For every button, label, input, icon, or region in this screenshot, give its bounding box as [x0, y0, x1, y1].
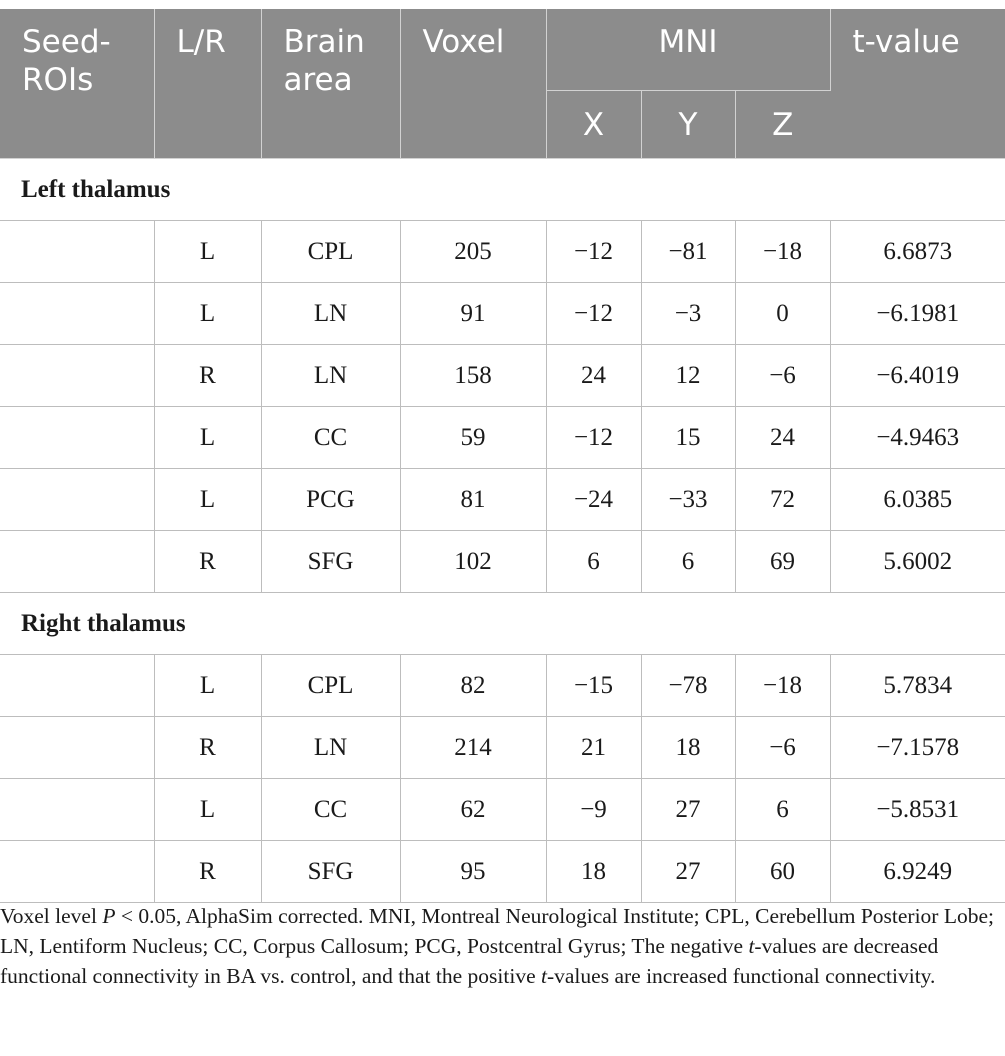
cell-y: −81: [641, 221, 735, 283]
cell-brain-area: SFG: [261, 841, 400, 903]
cell-x: 18: [546, 841, 641, 903]
cell-brain-area: LN: [261, 345, 400, 407]
table-row: [0, 717, 1005, 779]
table-row: [0, 531, 1005, 593]
cell-z: −18: [735, 655, 830, 717]
header-mni: MNI: [546, 9, 830, 91]
cell-t-value: 5.6002: [830, 531, 1005, 593]
cell-x: −12: [546, 283, 641, 345]
cell-x: −15: [546, 655, 641, 717]
cell-seed: [0, 469, 154, 531]
cell-seed: [0, 531, 154, 593]
cell-y: 27: [641, 779, 735, 841]
results-table: [0, 9, 1005, 903]
cell-brain-area: CPL: [261, 655, 400, 717]
table-row: [0, 407, 1005, 469]
cell-z: 0: [735, 283, 830, 345]
cell-t-value: −6.4019: [830, 345, 1005, 407]
cell-z: 6: [735, 779, 830, 841]
table-row: [0, 779, 1005, 841]
cell-voxel: 205: [400, 221, 546, 283]
cell-voxel: 158: [400, 345, 546, 407]
cell-y: 6: [641, 531, 735, 593]
cell-x: 24: [546, 345, 641, 407]
cell-t-value: 6.6873: [830, 221, 1005, 283]
cell-brain-area: CC: [261, 779, 400, 841]
cell-seed: [0, 841, 154, 903]
cell-seed: [0, 717, 154, 779]
cell-lr: L: [154, 655, 261, 717]
header-seed-rois: Seed-ROIs: [0, 9, 154, 159]
cell-t-value: 5.7834: [830, 655, 1005, 717]
group-row: [0, 159, 1005, 221]
header-y: Y: [641, 91, 735, 159]
header-lr: L/R: [154, 9, 261, 159]
table-footnote: [0, 901, 1005, 991]
cell-brain-area: PCG: [261, 469, 400, 531]
cell-lr: L: [154, 221, 261, 283]
footnote-text-4: -values are increased functional connectivity.: [546, 964, 936, 988]
footnote-t-symbol: t: [541, 964, 547, 988]
cell-t-value: −6.1981: [830, 283, 1005, 345]
cell-z: 72: [735, 469, 830, 531]
cell-y: 18: [641, 717, 735, 779]
table-row: [0, 841, 1005, 903]
cell-x: 21: [546, 717, 641, 779]
cell-voxel: 62: [400, 779, 546, 841]
group-label: Right thalamus: [0, 593, 1005, 655]
group-label: Left thalamus: [0, 159, 1005, 221]
cell-brain-area: CPL: [261, 221, 400, 283]
cell-lr: R: [154, 841, 261, 903]
cell-lr: L: [154, 779, 261, 841]
cell-t-value: 6.9249: [830, 841, 1005, 903]
cell-lr: L: [154, 469, 261, 531]
cell-seed: [0, 345, 154, 407]
cell-z: −6: [735, 345, 830, 407]
cell-voxel: 81: [400, 469, 546, 531]
cell-brain-area: CC: [261, 407, 400, 469]
cell-z: −6: [735, 717, 830, 779]
cell-y: 27: [641, 841, 735, 903]
cell-voxel: 102: [400, 531, 546, 593]
footnote-text-1: Voxel level: [0, 904, 103, 928]
table-row: [0, 655, 1005, 717]
header-t-value: t-value: [830, 9, 1005, 159]
cell-seed: [0, 779, 154, 841]
cell-y: 12: [641, 345, 735, 407]
cell-seed: [0, 407, 154, 469]
cell-voxel: 82: [400, 655, 546, 717]
cell-brain-area: LN: [261, 283, 400, 345]
cell-seed: [0, 221, 154, 283]
cell-z: −18: [735, 221, 830, 283]
header-z: Z: [735, 91, 830, 159]
cell-seed: [0, 655, 154, 717]
header-x: X: [546, 91, 641, 159]
cell-voxel: 91: [400, 283, 546, 345]
table-row: [0, 469, 1005, 531]
table-header: [0, 9, 1005, 159]
footnote-text-3: -values are decreased functional connectivity in BA vs. control, and that the positive: [0, 934, 939, 988]
cell-z: 24: [735, 407, 830, 469]
group-row: [0, 593, 1005, 655]
table-body: [0, 159, 1005, 903]
cell-lr: L: [154, 283, 261, 345]
footnote-text-2: < 0.05, AlphaSim corrected. MNI, Montreal Neurological Institute; CPL, Cerebellum Posterior Lobe; LN, Lentiform Nucleus; CC, Corpus Callosum; PCG, Postcentral Gyrus; The negative: [0, 904, 994, 958]
table-row: [0, 345, 1005, 407]
cell-z: 69: [735, 531, 830, 593]
cell-seed: [0, 283, 154, 345]
cell-z: 60: [735, 841, 830, 903]
cell-lr: R: [154, 717, 261, 779]
header-voxel: Voxel: [400, 9, 546, 159]
cell-voxel: 95: [400, 841, 546, 903]
cell-brain-area: SFG: [261, 531, 400, 593]
table-row: [0, 283, 1005, 345]
header-brain-area: Brain area: [261, 9, 400, 159]
cell-y: −3: [641, 283, 735, 345]
cell-voxel: 59: [400, 407, 546, 469]
cell-lr: R: [154, 531, 261, 593]
cell-y: −33: [641, 469, 735, 531]
cell-x: −12: [546, 407, 641, 469]
cell-x: −12: [546, 221, 641, 283]
cell-lr: R: [154, 345, 261, 407]
footnote-p-symbol: P: [102, 904, 116, 928]
cell-t-value: −7.1578: [830, 717, 1005, 779]
cell-t-value: 6.0385: [830, 469, 1005, 531]
cell-brain-area: LN: [261, 717, 400, 779]
cell-t-value: −5.8531: [830, 779, 1005, 841]
cell-x: −24: [546, 469, 641, 531]
cell-y: −78: [641, 655, 735, 717]
cell-x: 6: [546, 531, 641, 593]
cell-voxel: 214: [400, 717, 546, 779]
cell-lr: L: [154, 407, 261, 469]
cell-t-value: −4.9463: [830, 407, 1005, 469]
cell-y: 15: [641, 407, 735, 469]
table-row: [0, 221, 1005, 283]
footnote-t-symbol: t: [748, 934, 755, 958]
cell-x: −9: [546, 779, 641, 841]
